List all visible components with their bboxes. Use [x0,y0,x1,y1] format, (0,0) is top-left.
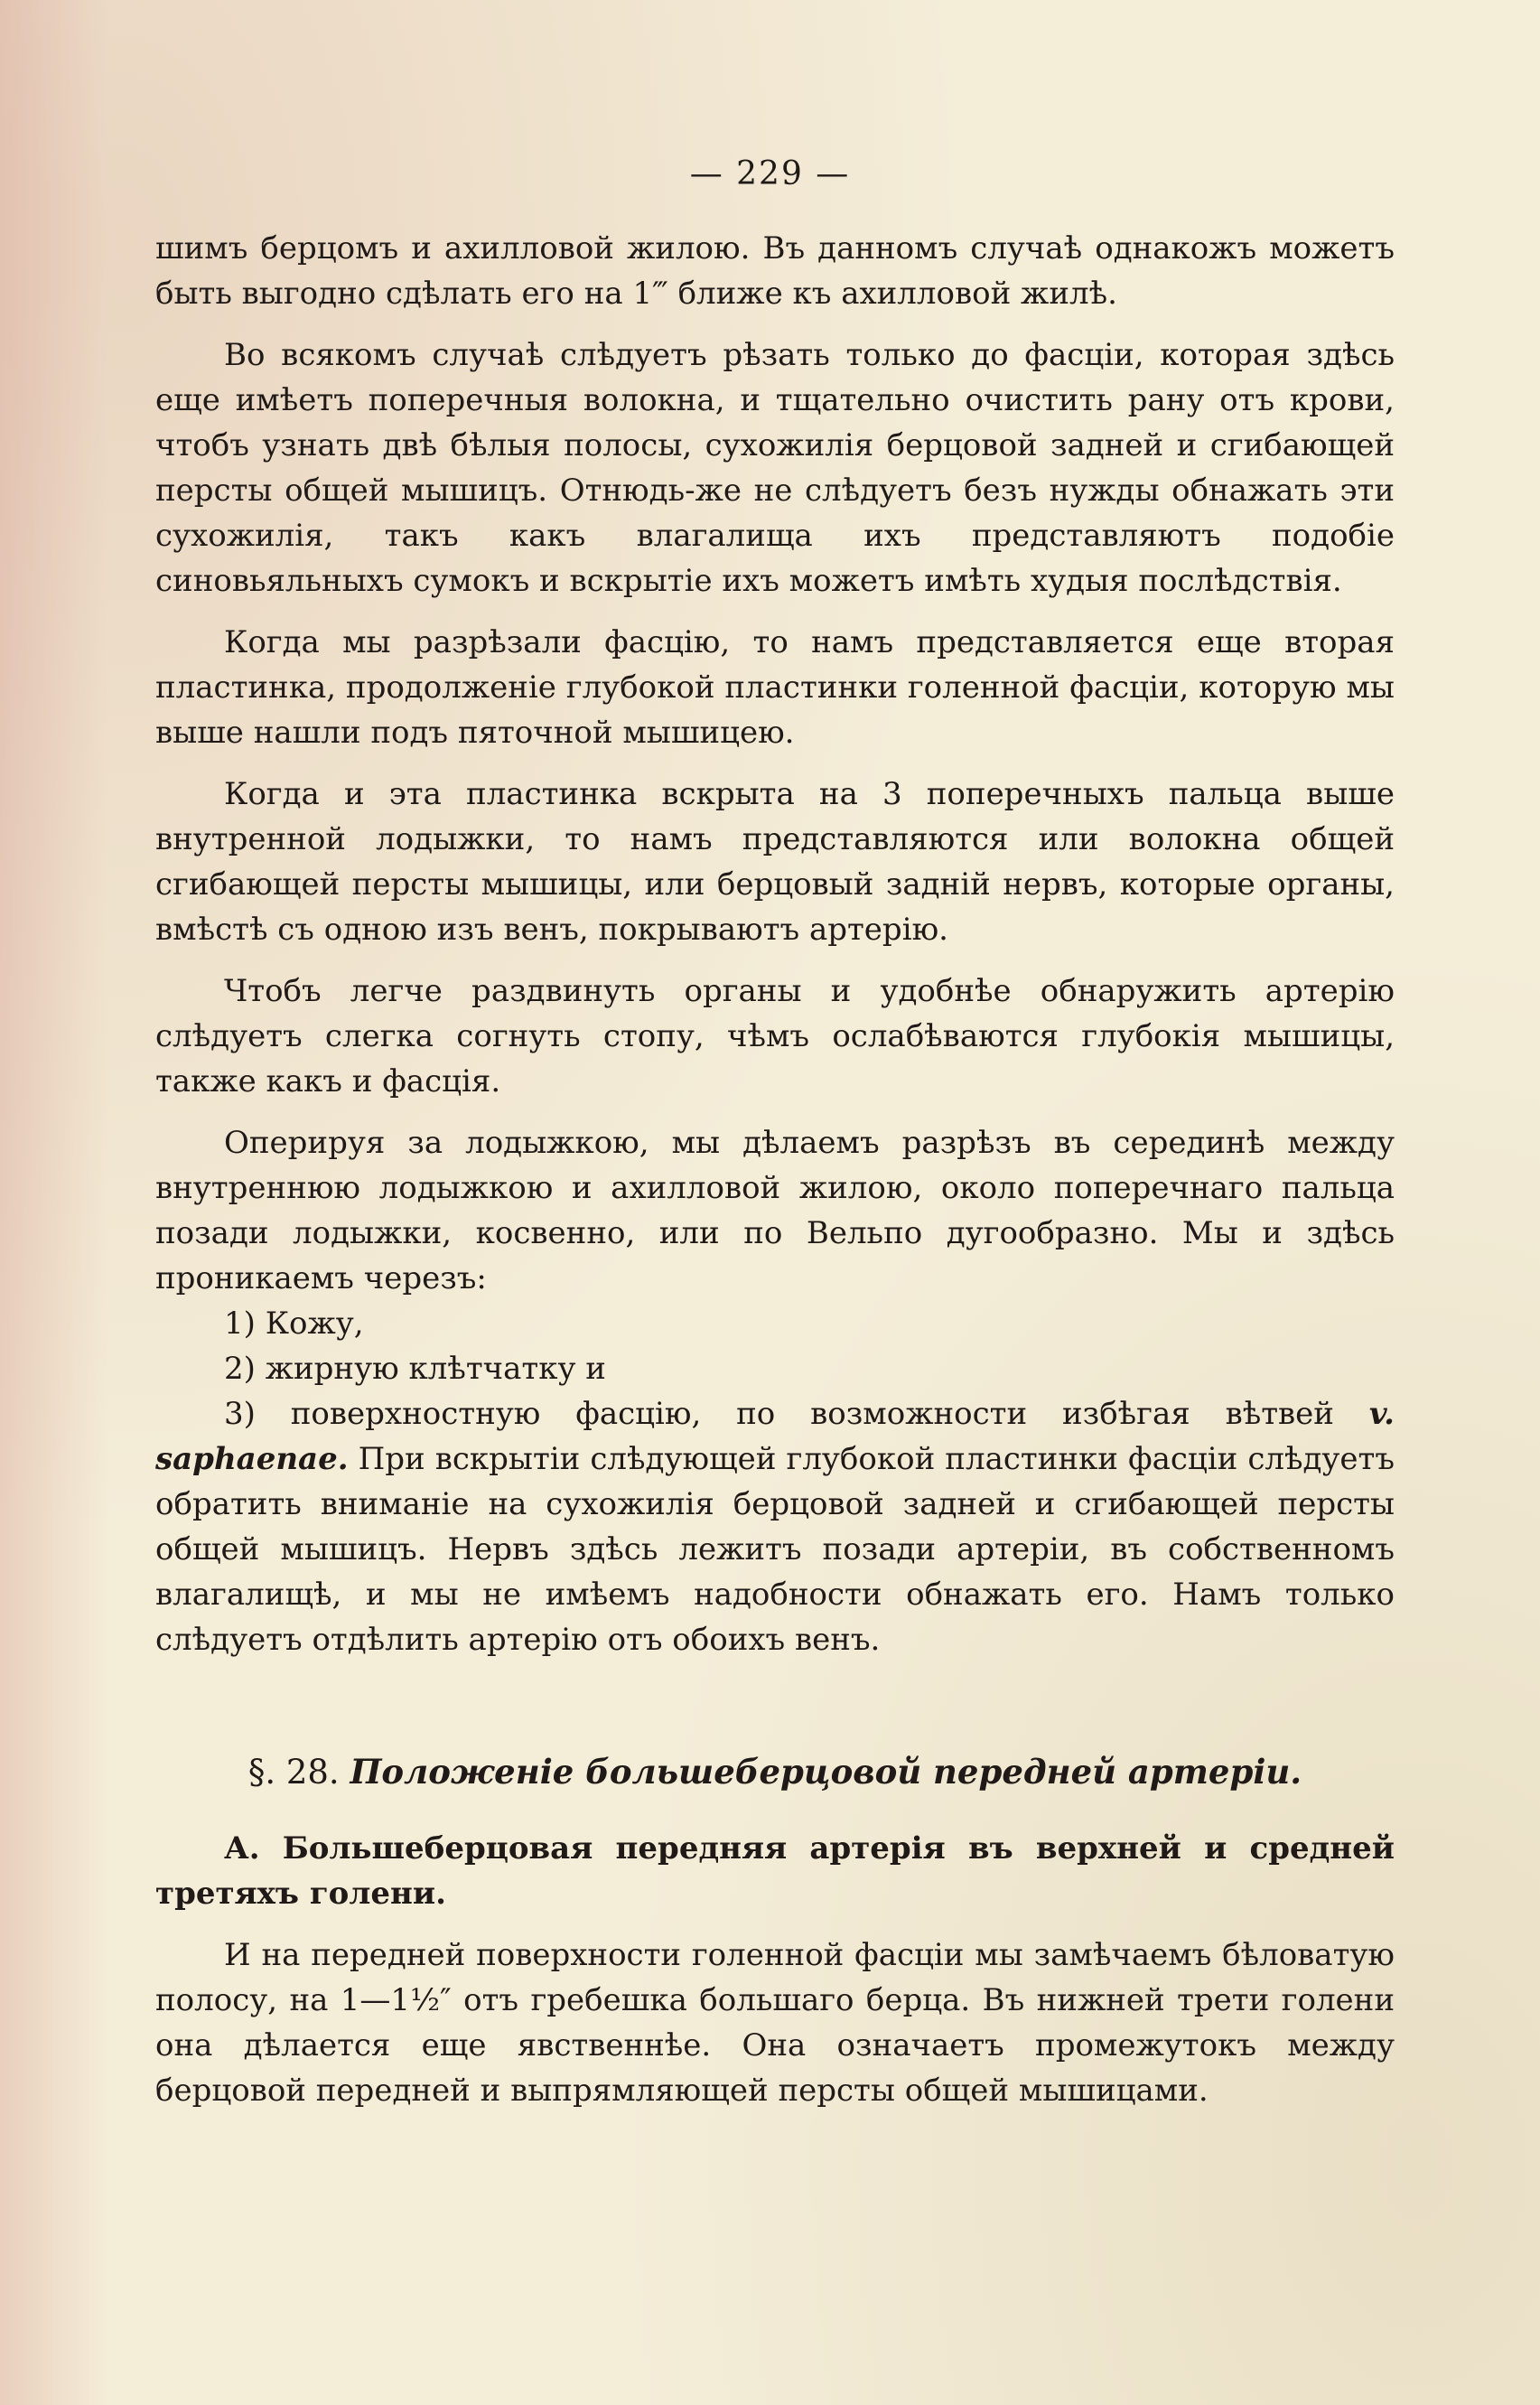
section-title: Положеніе большеберцовой передней артеріи. [350,1752,1302,1792]
paragraph-fascia: Во всякомъ случаѣ слѣдуетъ рѣзать только до фасціи, которая здѣсь еще имѣетъ поперечныя волокна, и тщательно очистить рану отъ крови, чтобъ узнать двѣ бѣлыя полосы, сухожилія берцовой задней и сгибающей персты общей мышицъ. Отнюдь-же не слѣдуетъ безъ нужды обнажать эти сухожилія, такъ какъ влагалища ихъ представляютъ подобіе синовьяльныхъ сумокъ и вскрытіе ихъ можетъ имѣть худыя послѣдствія. [155,337,1395,599]
paragraph-second-plate: Когда мы разрѣзали фасцію, то намъ представляется еще вторая пластинка, продолженіе глубокой пластинки голенной фасціи, которую мы выше нашли подъ пяточной мышицею. [155,624,1395,751]
paragraph-subsection-body: И на передней поверхности голенной фасціи мы замѣчаемъ бѣловатую полосу, на 1—1½″ отъ гребешка большаго берца. Въ нижней трети голени она дѣлается еще явственнѣе. Она означаетъ промежутокъ между берцовой передней и выпрямляющей персты общей мышицами. [155,1937,1395,2109]
list-item-fascia-text: 3) поверхностную фасцію, по возможности избѣгая вѣтвей [224,1396,1369,1432]
list-item-fascia-rest: При вскрытіи слѣдующей глубокой пластинки фасціи слѣдуетъ обратить вниманіе на сухожилія берцовой задней и сгибающей персты общей мышицъ. Нервъ здѣсь лежитъ позади артеріи, въ собственномъ влагалищѣ, и мы не имѣемъ надобности обнажать его. Намъ только слѣдуетъ отдѣлить артерію отъ обоихъ венъ. [155,1441,1395,1658]
subsection-heading: А. Большеберцовая передняя артерія въ верхней и средней третяхъ голени. [155,1830,1395,1912]
section-number: §. 28. [247,1753,340,1792]
list-item-skin: 1) Кожу, [224,1305,364,1342]
section-heading [155,1749,1395,1795]
page-body [155,226,1395,2129]
page-number: — 229 — [689,155,851,192]
paragraph-continuation: шимъ берцомъ и ахилловой жилою. Въ данномъ случаѣ однакожъ можетъ быть выгодно сдѣлать его на 1‴ ближе къ ахилловой жилѣ. [155,230,1395,312]
list-item-fat: 2) жирную клѣтчатку и [224,1351,606,1387]
list-item-fascia [155,1391,1395,1662]
paragraph-operating: Оперируя за лодыжкою, мы дѣлаемъ разрѣзъ въ серединѣ между внутреннюю лодыжкою и ахилловой жилою, около поперечнаго пальца позади лодыжки, косвенно, или по Вельпо дугообразно. Мы и здѣсь проникаемъ черезъ: [155,1125,1395,1296]
page-stain [0,0,108,2405]
paragraph-bend-foot: Чтобъ легче раздвинуть органы и удобнѣе обнаружить артерію слѣдуетъ слегка согнуть стопу, чѣмъ ослабѣваются глубокія мышицы, также какъ и фасція. [155,973,1395,1100]
paragraph-plate-opened: Когда и эта пластинка вскрыта на 3 поперечныхъ пальца выше внутренной лодыжки, то намъ представляются или волокна общей сгибающей персты мышицы, или берцовый задній нервъ, которые органы, вмѣстѣ съ одною изъ венъ, покрываютъ артерію. [155,776,1395,948]
vein-name: v. saphaenae. [155,1396,1395,1477]
